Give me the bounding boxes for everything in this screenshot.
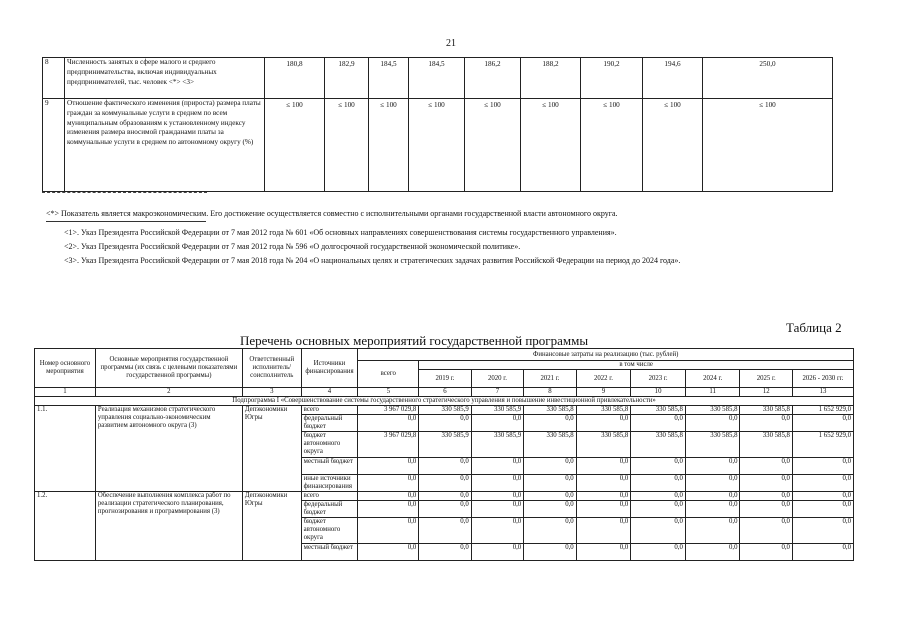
funding-value: 330 585,8: [524, 432, 576, 458]
indicator-value: 184,5: [369, 58, 409, 99]
funding-value: 0,0: [631, 492, 686, 501]
funding-value: 330 585,9: [419, 406, 471, 415]
funding-value: 1 652 929,0: [792, 406, 853, 415]
funding-value: 0,0: [685, 492, 740, 501]
funding-value: 0,0: [471, 492, 523, 501]
funding-value: 0,0: [740, 458, 792, 475]
funding-value: 3 967 029,8: [358, 432, 419, 458]
funding-value: 0,0: [685, 475, 740, 492]
indicator-num: 9: [43, 99, 65, 192]
funding-value: 0,0: [792, 518, 853, 544]
indicator-value: ≤ 100: [581, 99, 643, 192]
indicator-value: ≤ 100: [465, 99, 521, 192]
indicators-table: [42, 57, 833, 192]
funding-value: 330 585,8: [631, 406, 686, 415]
header-year: 2021 г.: [524, 370, 576, 388]
funding-value: 0,0: [685, 458, 740, 475]
funding-value: 0,0: [576, 492, 631, 501]
footnote-rule: [46, 221, 206, 222]
header-year: 2025 г.: [740, 370, 792, 388]
subprogram-row: [35, 397, 854, 406]
funding-value: 330 585,8: [524, 406, 576, 415]
funding-value: 0,0: [576, 501, 631, 518]
column-number: 10: [631, 388, 686, 397]
funding-value: 0,0: [471, 415, 523, 432]
header-executor: Ответственный исполнитель/ соисполнитель: [242, 349, 301, 388]
funding-value: 0,0: [792, 415, 853, 432]
indicator-value: 186,2: [465, 58, 521, 99]
column-number: 12: [740, 388, 792, 397]
indicator-value: 194,6: [643, 58, 703, 99]
indicator-value: 188,2: [521, 58, 581, 99]
funding-value: 330 585,8: [576, 432, 631, 458]
header-costs: Финансовые затраты на реализацию (тыс. рублей): [358, 349, 854, 361]
indicator-value: ≤ 100: [521, 99, 581, 192]
header-including: в том числе: [419, 361, 854, 370]
funding-value: 330 585,9: [471, 432, 523, 458]
funding-value: 0,0: [740, 415, 792, 432]
indicator-row: [43, 99, 833, 192]
funding-value: 0,0: [524, 544, 576, 561]
column-number: 7: [471, 388, 523, 397]
indicator-value: 250,0: [703, 58, 833, 99]
funding-value: 0,0: [685, 544, 740, 561]
column-number: 4: [301, 388, 358, 397]
funding-value: 0,0: [524, 415, 576, 432]
table-title: Перечень основных мероприятий государственной программы: [240, 333, 589, 348]
funding-value: 0,0: [792, 458, 853, 475]
funding-value: 0,0: [792, 492, 853, 501]
reference-3: <3>. Указ Президента Российской Федерации от 7 мая 2018 года № 204 «О национальных целях и стратегических задачах развития Российской Федерации на период до 2024 года».: [64, 256, 681, 265]
funding-value: 0,0: [576, 415, 631, 432]
funding-row: [35, 492, 854, 501]
funding-value: 330 585,8: [685, 432, 740, 458]
funding-value: 0,0: [358, 544, 419, 561]
dashed-separator: [42, 192, 207, 193]
indicator-name: Отношение фактического изменения (прироста) размера платы граждан за коммунальные услуги в среднем по всем муниципальным образованиям к установленному индексу изменения размера вносимой гражданами платы за коммунальные услуги в среднем по автономному округу (%): [65, 99, 265, 192]
funding-source: местный бюджет: [301, 458, 358, 475]
subprogram-title: Подпрограмма I «Совершенствование системы государственного стратегического управления и повышение инвестиционной привлекательности»: [35, 397, 854, 406]
funding-value: 0,0: [419, 518, 471, 544]
funding-value: 0,0: [740, 518, 792, 544]
funding-value: 0,0: [358, 501, 419, 518]
funding-value: 0,0: [631, 415, 686, 432]
measure-executor: Депэкономики Югры: [242, 406, 301, 492]
funding-value: 0,0: [358, 492, 419, 501]
funding-value: 0,0: [419, 501, 471, 518]
funding-value: 330 585,9: [471, 406, 523, 415]
column-number: 1: [35, 388, 96, 397]
funding-source: местный бюджет: [301, 544, 358, 561]
header-activity: Основные мероприятия государственной программы (их связь с целевыми показателями государственной программы): [95, 349, 242, 388]
header-year: 2026 - 2030 гг.: [792, 370, 853, 388]
measure-name: Реализация механизмов стратегического управления социально-экономическим развитием автономного округа (3): [95, 406, 242, 492]
indicator-value: 190,2: [581, 58, 643, 99]
funding-value: 0,0: [576, 458, 631, 475]
funding-source: федеральный бюджет: [301, 501, 358, 518]
funding-value: 0,0: [471, 501, 523, 518]
funding-value: 0,0: [792, 475, 853, 492]
header-total: всего: [358, 361, 419, 388]
funding-value: 0,0: [419, 415, 471, 432]
funding-source: всего: [301, 406, 358, 415]
funding-value: 0,0: [631, 544, 686, 561]
funding-value: 0,0: [576, 544, 631, 561]
indicator-value: ≤ 100: [265, 99, 325, 192]
indicator-value: ≤ 100: [409, 99, 465, 192]
funding-value: 0,0: [631, 475, 686, 492]
indicator-value: 180,8: [265, 58, 325, 99]
header-year: 2019 г.: [419, 370, 471, 388]
column-number: 2: [95, 388, 242, 397]
funding-value: 0,0: [524, 501, 576, 518]
indicator-value: 182,9: [325, 58, 369, 99]
funding-value: 0,0: [524, 458, 576, 475]
funding-value: 0,0: [685, 501, 740, 518]
indicator-value: ≤ 100: [703, 99, 833, 192]
funding-value: 330 585,8: [576, 406, 631, 415]
funding-value: 0,0: [740, 501, 792, 518]
funding-value: 0,0: [471, 458, 523, 475]
funding-value: 0,0: [419, 475, 471, 492]
funding-value: 3 967 029,8: [358, 406, 419, 415]
header-year: 2023 г.: [631, 370, 686, 388]
funding-value: 0,0: [358, 458, 419, 475]
column-number: 9: [576, 388, 631, 397]
funding-value: 330 585,9: [419, 432, 471, 458]
header-year: 2020 г.: [471, 370, 523, 388]
column-number: 5: [358, 388, 419, 397]
indicator-value: ≤ 100: [369, 99, 409, 192]
header-year: 2022 г.: [576, 370, 631, 388]
indicator-name: Численность занятых в сфере малого и среднего предпринимательства, включая индивидуальных предпринимателей, тыс. человек <*> <3>: [65, 58, 265, 99]
funding-source: иные источники финансирования: [301, 475, 358, 492]
measure-num: 1.2.: [35, 492, 96, 561]
measures-table: [34, 348, 854, 561]
funding-source: федеральный бюджет: [301, 415, 358, 432]
funding-value: 0,0: [358, 518, 419, 544]
funding-value: 330 585,8: [740, 406, 792, 415]
funding-value: 330 585,8: [740, 432, 792, 458]
header-num: Номер основного мероприятия: [35, 349, 96, 388]
indicator-num: 8: [43, 58, 65, 99]
funding-value: 0,0: [358, 475, 419, 492]
funding-value: 0,0: [685, 415, 740, 432]
measure-num: 1.1.: [35, 406, 96, 492]
funding-value: 330 585,8: [631, 432, 686, 458]
indicator-value: ≤ 100: [643, 99, 703, 192]
funding-value: 0,0: [471, 475, 523, 492]
funding-source: бюджет автономного округа: [301, 518, 358, 544]
indicator-row: [43, 58, 833, 99]
column-number: 3: [242, 388, 301, 397]
funding-value: 0,0: [471, 518, 523, 544]
page-number: 21: [446, 38, 456, 49]
measure-executor: Депэкономики Югры: [242, 492, 301, 561]
funding-value: 0,0: [792, 544, 853, 561]
column-number: 6: [419, 388, 471, 397]
funding-value: 0,0: [576, 518, 631, 544]
footnote-macro: <*> Показатель является макроэкономическим. Его достижение осуществляется совместно с исполнительными органами государственной власти автономного округа.: [46, 209, 618, 218]
funding-value: 0,0: [631, 518, 686, 544]
funding-row: [35, 406, 854, 415]
funding-value: 330 585,8: [685, 406, 740, 415]
funding-source: всего: [301, 492, 358, 501]
funding-value: 0,0: [740, 492, 792, 501]
funding-value: 0,0: [685, 518, 740, 544]
funding-value: 0,0: [524, 475, 576, 492]
funding-value: 0,0: [419, 492, 471, 501]
funding-value: 0,0: [419, 458, 471, 475]
funding-value: 0,0: [471, 544, 523, 561]
reference-2: <2>. Указ Президента Российской Федерации от 7 мая 2012 года № 596 «О долгосрочной государственной экономической политике».: [64, 242, 521, 251]
column-number: 8: [524, 388, 576, 397]
reference-1: <1>. Указ Президента Российской Федерации от 7 мая 2012 года № 601 «Об основных направлениях совершенствования системы государственного управления».: [64, 228, 617, 237]
header-year: 2024 г.: [685, 370, 740, 388]
funding-value: 0,0: [524, 518, 576, 544]
funding-value: 0,0: [740, 475, 792, 492]
funding-value: 0,0: [419, 544, 471, 561]
funding-value: 0,0: [792, 501, 853, 518]
measure-name: Обеспечение выполнения комплекса работ по реализации стратегического планирования, прогнозирования и программирования (3): [95, 492, 242, 561]
funding-value: 0,0: [740, 544, 792, 561]
funding-value: 1 652 929,0: [792, 432, 853, 458]
header-source: Источники финансирования: [301, 349, 358, 388]
table-caption: Таблица 2: [786, 320, 842, 335]
funding-value: 0,0: [576, 475, 631, 492]
indicator-value: ≤ 100: [325, 99, 369, 192]
indicator-value: 184,5: [409, 58, 465, 99]
funding-value: 0,0: [524, 492, 576, 501]
funding-source: бюджет автономного округа: [301, 432, 358, 458]
column-number: 13: [792, 388, 853, 397]
funding-value: 0,0: [631, 501, 686, 518]
funding-value: 0,0: [631, 458, 686, 475]
funding-value: 0,0: [358, 415, 419, 432]
column-number: 11: [685, 388, 740, 397]
